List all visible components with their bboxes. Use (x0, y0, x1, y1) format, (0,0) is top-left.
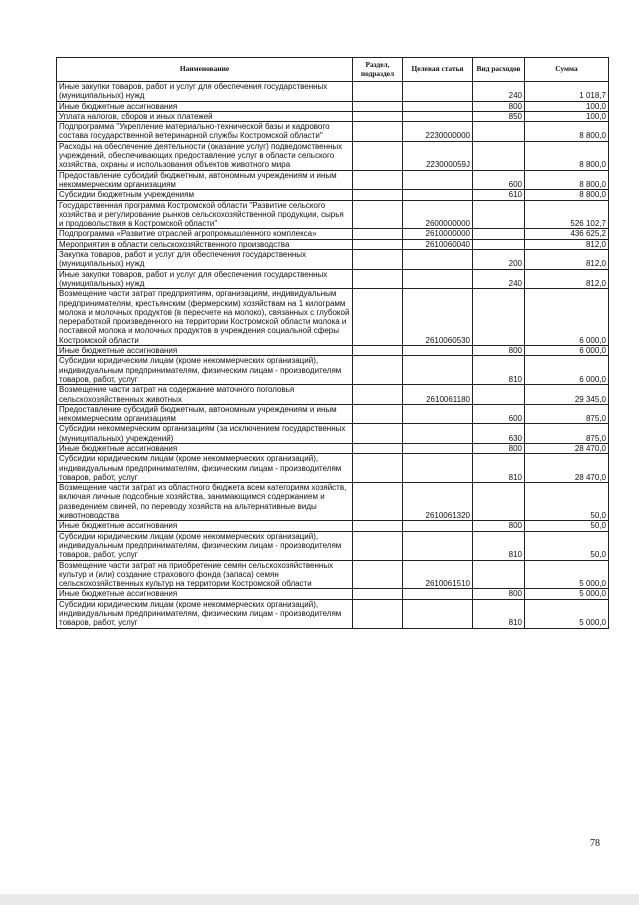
cell-sum: 812,0 (525, 269, 609, 289)
cell-target-article (403, 82, 473, 102)
cell-target-article: 2610061320 (403, 483, 473, 521)
cell-section (353, 531, 403, 560)
cell-name: Подпрограмма «Развитие отраслей агропромышленного комплекса» (57, 229, 353, 239)
cell-section (353, 454, 403, 483)
table-row (57, 200, 609, 229)
cell-expense-type: 800 (473, 589, 525, 599)
cell-expense-type (473, 483, 525, 521)
cell-name: Иные бюджетные ассигнования (57, 521, 353, 531)
cell-sum: 50,0 (525, 531, 609, 560)
cell-sum: 50,0 (525, 483, 609, 521)
table-row (57, 229, 609, 239)
cell-target-article (403, 250, 473, 270)
cell-name: Субсидии бюджетным учреждениям (57, 190, 353, 200)
table-row (57, 454, 609, 483)
cell-expense-type: 800 (473, 521, 525, 531)
cell-sum: 812,0 (525, 239, 609, 249)
cell-name: Субсидии юридическим лицам (кроме некоммерческих организаций), индивидуальным предпринимателям, физическим лицам - производителям товаров, работ, услуг (57, 454, 353, 483)
cell-section (353, 141, 403, 170)
cell-section (353, 170, 403, 190)
cell-section (353, 589, 403, 599)
cell-section (353, 200, 403, 229)
cell-expense-type (473, 122, 525, 142)
table-row (57, 404, 609, 424)
table-row (57, 82, 609, 102)
cell-name: Субсидии некоммерческим организациям (за исключением государственных (муниципальных) учреждений) (57, 424, 353, 444)
cell-section (353, 346, 403, 356)
cell-sum: 8 800,0 (525, 170, 609, 190)
cell-expense-type (473, 385, 525, 405)
header-sum: Сумма (525, 58, 609, 82)
cell-target-article: 2610061180 (403, 385, 473, 405)
cell-expense-type: 800 (473, 346, 525, 356)
cell-section (353, 229, 403, 239)
cell-name: Государственная программа Костромской области "Развитие сельского хозяйства и регулирование рынков сельскохозяйственной продукции, сырья и продовольствия в Костромской области" (57, 200, 353, 229)
cell-name: Субсидии юридическим лицам (кроме некоммерческих организаций), индивидуальным предпринимателям, физическим лицам - производителям товаров, работ, услуг (57, 531, 353, 560)
table-row (57, 250, 609, 270)
cell-target-article: 2610060530 (403, 289, 473, 346)
cell-section (353, 404, 403, 424)
cell-expense-type: 600 (473, 170, 525, 190)
table-row (57, 424, 609, 444)
cell-sum: 50,0 (525, 521, 609, 531)
cell-target-article: 2610061510 (403, 560, 473, 589)
cell-expense-type: 810 (473, 531, 525, 560)
cell-sum: 875,0 (525, 404, 609, 424)
cell-name: Закупка товаров, работ и услуг для обеспечения государственных (муниципальных) нужд (57, 250, 353, 270)
cell-name: Иные бюджетные ассигнования (57, 443, 353, 453)
cell-expense-type: 240 (473, 82, 525, 102)
cell-section (353, 122, 403, 142)
cell-name: Субсидии юридическим лицам (кроме некоммерческих организаций), индивидуальным предпринимателям, физическим лицам - производителям товаров, работ, услуг (57, 599, 353, 628)
cell-target-article (403, 443, 473, 453)
cell-target-article (403, 531, 473, 560)
cell-sum: 526 102,7 (525, 200, 609, 229)
cell-sum: 8 800,0 (525, 141, 609, 170)
table-body (57, 82, 609, 629)
cell-section (353, 190, 403, 200)
header-expense-type: Вид расходов (473, 58, 525, 82)
table-row (57, 141, 609, 170)
cell-section (353, 356, 403, 385)
cell-target-article: 2610060040 (403, 239, 473, 249)
cell-section (353, 560, 403, 589)
cell-sum: 100,0 (525, 101, 609, 111)
cell-sum: 5 000,0 (525, 560, 609, 589)
cell-expense-type: 630 (473, 424, 525, 444)
cell-sum: 436 625,2 (525, 229, 609, 239)
cell-sum: 875,0 (525, 424, 609, 444)
table-row (57, 122, 609, 142)
cell-target-article (403, 589, 473, 599)
cell-name: Предоставление субсидий бюджетным, автономным учреждениям и иным некоммерческим организациям (57, 404, 353, 424)
page-number: 78 (590, 838, 600, 849)
table-row (57, 289, 609, 346)
cell-sum: 29 345,0 (525, 385, 609, 405)
cell-target-article (403, 190, 473, 200)
cell-sum: 8 800,0 (525, 122, 609, 142)
cell-name: Возмещение части затрат на содержание маточного поголовья сельскохозяйственных животных (57, 385, 353, 405)
cell-target-article (403, 599, 473, 628)
cell-section (353, 269, 403, 289)
cell-name: Иные бюджетные ассигнования (57, 346, 353, 356)
cell-name: Возмещение части затрат предприятиям, организациям, индивидуальным предпринимателям, крестьянским (фермерским) хозяйствам на 1 килограмм молока и молочных продуктов (в пересчете на молоко), связанных с глубокой переработкой произведенного на территории Костромской области молока и поставкой молока и молочных продуктов в учреждения социальной сферы Костромской области (57, 289, 353, 346)
cell-expense-type: 810 (473, 454, 525, 483)
cell-target-article (403, 356, 473, 385)
cell-sum: 5 000,0 (525, 599, 609, 628)
cell-name: Мероприятия в области сельскохозяйственного производства (57, 239, 353, 249)
cell-section (353, 443, 403, 453)
cell-expense-type: 810 (473, 599, 525, 628)
cell-expense-type: 610 (473, 190, 525, 200)
cell-target-article (403, 101, 473, 111)
cell-expense-type: 800 (473, 443, 525, 453)
cell-name: Иные закупки товаров, работ и услуг для обеспечения государственных (муниципальных) нужд (57, 82, 353, 102)
header-target-article: Целевая статья (403, 58, 473, 82)
cell-sum: 28 470,0 (525, 443, 609, 453)
header-name: Наименование (57, 58, 353, 82)
cell-target-article (403, 346, 473, 356)
cell-section (353, 111, 403, 121)
cell-target-article (403, 521, 473, 531)
cell-sum: 5 000,0 (525, 589, 609, 599)
table-row (57, 443, 609, 453)
cell-sum: 6 000,0 (525, 346, 609, 356)
table-row (57, 190, 609, 200)
scan-edge (0, 894, 639, 905)
cell-name: Возмещение части затрат на приобретение семян сельскохозяйственных культур и (или) создание страхового фонда (запаса) семян сельскохозяйственных культур на территории Костромской области (57, 560, 353, 589)
cell-section (353, 250, 403, 270)
table-row (57, 560, 609, 589)
table-row (57, 521, 609, 531)
cell-sum: 6 000,0 (525, 289, 609, 346)
table-row (57, 385, 609, 405)
cell-name: Расходы на обеспечение деятельности (оказание услуг) подведомственных учреждений, обеспечивающих предоставление услуг в области сельского хозяйства, охраны и использования объектов животного мира (57, 141, 353, 170)
cell-expense-type (473, 289, 525, 346)
table-row (57, 356, 609, 385)
cell-sum: 1 018,7 (525, 82, 609, 102)
cell-expense-type: 200 (473, 250, 525, 270)
table-row (57, 483, 609, 521)
table-row (57, 111, 609, 121)
cell-sum: 812,0 (525, 250, 609, 270)
cell-name: Предоставление субсидий бюджетным, автономным учреждениям и иным некоммерческим организациям (57, 170, 353, 190)
cell-expense-type: 810 (473, 356, 525, 385)
table-row (57, 531, 609, 560)
cell-name: Уплата налогов, сборов и иных платежей (57, 111, 353, 121)
cell-sum: 28 470,0 (525, 454, 609, 483)
table-row (57, 269, 609, 289)
cell-name: Возмещение части затрат из областного бюджета всем категориям хозяйств, включая личные подсобные хозяйства, занимающимся содержанием и разведением свиней, по переводу хозяйств на альтернативные виды животноводства (57, 483, 353, 521)
cell-section (353, 521, 403, 531)
cell-expense-type (473, 239, 525, 249)
cell-expense-type: 850 (473, 111, 525, 121)
table-row (57, 599, 609, 628)
cell-expense-type: 600 (473, 404, 525, 424)
cell-target-article (403, 424, 473, 444)
table-row (57, 589, 609, 599)
cell-sum: 8 800,0 (525, 190, 609, 200)
cell-expense-type: 240 (473, 269, 525, 289)
cell-expense-type (473, 229, 525, 239)
cell-target-article: 2600000000 (403, 200, 473, 229)
cell-expense-type (473, 560, 525, 589)
cell-section (353, 483, 403, 521)
cell-name: Подпрограмма "Укрепление материально-технической базы и кадрового состава государственной ветеринарной службы Костромской области" (57, 122, 353, 142)
table-row (57, 170, 609, 190)
budget-table (56, 57, 609, 629)
cell-target-article (403, 454, 473, 483)
cell-expense-type: 800 (473, 101, 525, 111)
cell-section (353, 385, 403, 405)
cell-section (353, 424, 403, 444)
cell-name: Субсидии юридическим лицам (кроме некоммерческих организаций), индивидуальным предпринимателям, физическим лицам - производителям товаров, работ, услуг (57, 356, 353, 385)
cell-target-article: 2610000000 (403, 229, 473, 239)
cell-section (353, 82, 403, 102)
cell-section (353, 101, 403, 111)
cell-target-article (403, 111, 473, 121)
cell-expense-type (473, 200, 525, 229)
table-row (57, 239, 609, 249)
cell-target-article (403, 170, 473, 190)
cell-name: Иные закупки товаров, работ и услуг для обеспечения государственных (муниципальных) нужд (57, 269, 353, 289)
header-section: Раздел, подраздел (353, 58, 403, 82)
cell-sum: 100,0 (525, 111, 609, 121)
cell-section (353, 599, 403, 628)
cell-section (353, 289, 403, 346)
table-row (57, 101, 609, 111)
cell-name: Иные бюджетные ассигнования (57, 589, 353, 599)
table-row (57, 346, 609, 356)
cell-target-article (403, 269, 473, 289)
cell-expense-type (473, 141, 525, 170)
cell-target-article: 2230000000 (403, 122, 473, 142)
cell-target-article: 223000059J (403, 141, 473, 170)
table-header-row (57, 58, 609, 82)
cell-sum: 6 000,0 (525, 356, 609, 385)
cell-name: Иные бюджетные ассигнования (57, 101, 353, 111)
cell-section (353, 239, 403, 249)
cell-target-article (403, 404, 473, 424)
